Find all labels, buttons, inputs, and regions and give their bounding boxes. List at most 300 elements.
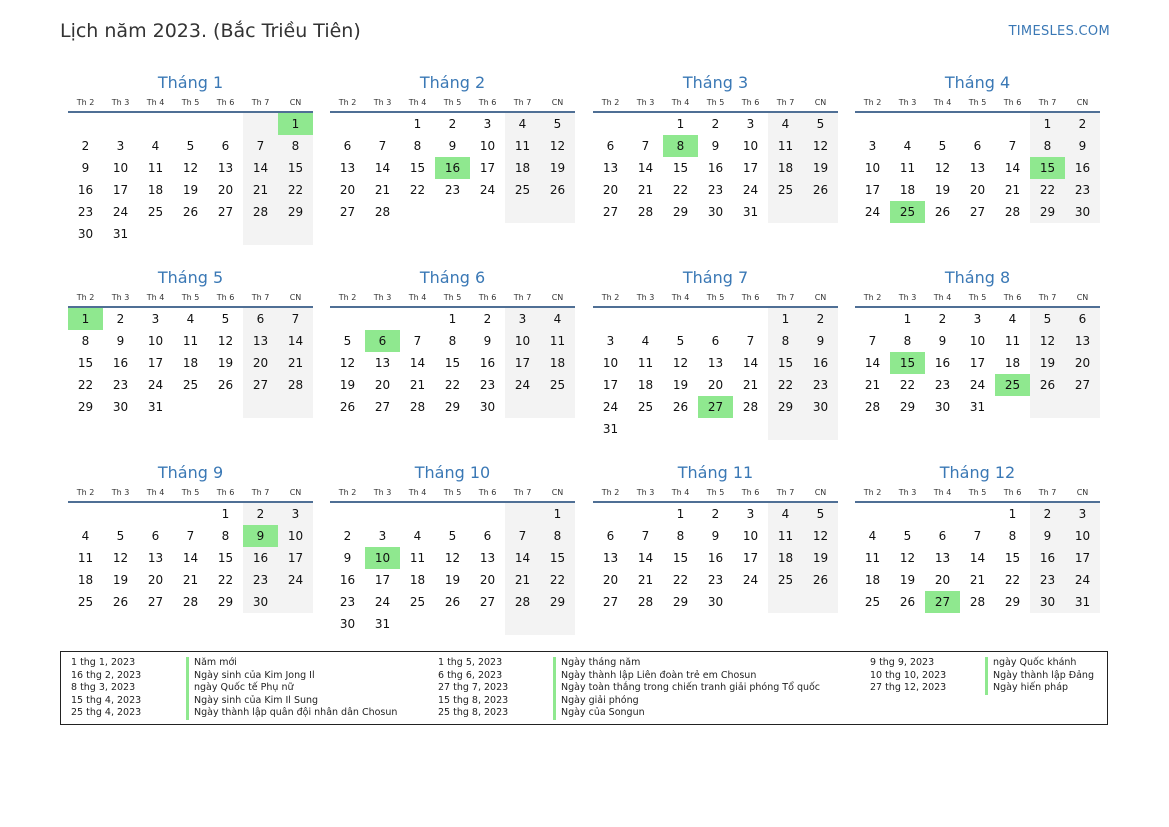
day-cell: 19 (803, 547, 838, 569)
weekday-label: Th 6 (741, 98, 760, 107)
day-cell: 16 (112, 356, 129, 370)
day-cell: 13 (934, 551, 951, 565)
day-cell: 25 (864, 595, 881, 609)
day-cell: 22 (444, 378, 461, 392)
month-title: Tháng 3 (682, 73, 749, 92)
day-cell: 16 (707, 551, 724, 565)
day-cell: 31 (1065, 591, 1100, 613)
day-cell: 6 (606, 529, 615, 543)
day-cell: 22 (1030, 179, 1065, 201)
holiday-day-cell: 25 (995, 374, 1030, 396)
holiday-name: Ngày của Songun (561, 707, 645, 718)
day-cell: 28 (409, 400, 426, 414)
day-cell: 18 (864, 573, 881, 587)
empty-cell (68, 113, 103, 135)
day-cell: 23 (934, 378, 951, 392)
weekday-label: Th 3 (898, 488, 917, 497)
day-cell: 13 (602, 551, 619, 565)
day-cell: 4 (81, 529, 90, 543)
weekday-label: Th 3 (636, 488, 655, 497)
day-cell: 23 (479, 378, 496, 392)
day-cell: 10 (1065, 525, 1100, 547)
day-cell: 30 (243, 591, 278, 613)
day-cell: 26 (899, 595, 916, 609)
day-cell: 26 (672, 400, 689, 414)
day-cell: 8 (81, 334, 90, 348)
empty-cell (663, 308, 698, 330)
day-cell: 17 (505, 352, 540, 374)
day-cell: 22 (899, 378, 916, 392)
day-cell: 1 (1030, 113, 1065, 135)
day-cell: 6 (606, 139, 615, 153)
empty-cell (628, 503, 663, 525)
day-cell: 7 (641, 529, 650, 543)
day-cell: 27 (147, 595, 164, 609)
weekday-label: CN (1076, 293, 1089, 302)
day-cell: 28 (742, 400, 759, 414)
day-cell: 19 (339, 378, 356, 392)
weekday-label: Th 4 (933, 98, 952, 107)
weekday-label: Th 2 (338, 293, 357, 302)
day-cell: 12 (339, 356, 356, 370)
day-cell: 12 (803, 135, 838, 157)
day-cell: 19 (182, 183, 199, 197)
legend-item (438, 670, 820, 683)
days-grid (68, 503, 313, 613)
empty-cell (470, 613, 505, 635)
weekday-label: Th 4 (146, 293, 165, 302)
day-cell: 14 (742, 356, 759, 370)
day-cell: 3 (278, 503, 313, 525)
empty-cell (855, 308, 890, 330)
day-cell: 21 (278, 352, 313, 374)
day-cell: 12 (899, 551, 916, 565)
day-cell: 7 (746, 334, 755, 348)
day-cell: 8 (768, 330, 803, 352)
holiday-date: 25 thg 8, 2023 (438, 707, 509, 718)
day-cell: 6 (243, 308, 278, 330)
holiday-name: Ngày thành lập Đảng (993, 669, 1094, 681)
weekday-label: Th 4 (933, 488, 952, 497)
day-cell: 1 (221, 507, 230, 521)
weekday-header (330, 96, 575, 113)
weekday-label: Th 7 (513, 488, 532, 497)
day-cell: 7 (505, 525, 540, 547)
day-cell: 30 (1030, 591, 1065, 613)
weekday-label: Th 3 (111, 98, 130, 107)
day-cell: 12 (182, 161, 199, 175)
day-cell: 31 (147, 400, 164, 414)
holiday-legend (60, 651, 1108, 725)
legend-item (870, 682, 1094, 695)
weekday-label: Th 4 (671, 488, 690, 497)
day-cell: 26 (803, 569, 838, 591)
day-cell: 12 (672, 356, 689, 370)
day-cell: 2 (343, 529, 352, 543)
weekday-label: Th 4 (146, 488, 165, 497)
weekday-label: Th 7 (251, 98, 270, 107)
empty-cell (593, 113, 628, 135)
day-cell: 28 (637, 205, 654, 219)
empty-cell (330, 503, 365, 525)
day-cell: 14 (278, 330, 313, 352)
weekday-label: Th 3 (111, 488, 130, 497)
weekday-label: Th 3 (636, 293, 655, 302)
day-cell: 5 (343, 334, 352, 348)
day-cell: 31 (969, 400, 986, 414)
day-cell: 5 (903, 529, 912, 543)
day-cell: 6 (221, 139, 230, 153)
day-cell: 11 (899, 161, 916, 175)
day-cell: 6 (938, 529, 947, 543)
day-cell: 28 (243, 201, 278, 223)
holiday-name: Năm mới (194, 657, 237, 668)
day-cell: 18 (409, 573, 426, 587)
day-cell: 30 (1065, 201, 1100, 223)
weekday-header (330, 291, 575, 308)
day-cell: 18 (899, 183, 916, 197)
day-cell: 10 (505, 330, 540, 352)
holiday-day-cell: 9 (243, 525, 278, 547)
empty-cell (330, 308, 365, 330)
day-cell: 19 (444, 573, 461, 587)
day-cell: 19 (934, 183, 951, 197)
day-cell: 25 (409, 595, 426, 609)
day-cell: 20 (707, 378, 724, 392)
holiday-day-cell: 16 (435, 157, 470, 179)
weekday-label: Th 5 (706, 98, 725, 107)
empty-cell (593, 503, 628, 525)
day-cell: 15 (768, 352, 803, 374)
day-cell: 17 (479, 161, 496, 175)
weekday-label: Th 7 (776, 98, 795, 107)
day-cell: 7 (868, 334, 877, 348)
day-cell: 8 (221, 529, 230, 543)
day-cell: 30 (707, 205, 724, 219)
weekday-header (593, 291, 838, 308)
day-cell: 2 (1030, 503, 1065, 525)
day-cell: 5 (221, 312, 230, 326)
day-cell: 24 (1065, 569, 1100, 591)
day-cell: 9 (343, 551, 352, 565)
day-cell: 24 (742, 573, 759, 587)
day-cell: 9 (483, 334, 492, 348)
day-cell: 29 (1004, 595, 1021, 609)
day-cell: 2 (938, 312, 947, 326)
empty-cell (278, 396, 313, 418)
empty-cell (173, 396, 208, 418)
empty-cell (243, 396, 278, 418)
day-cell: 10 (112, 161, 129, 175)
day-cell: 17 (1065, 547, 1100, 569)
day-cell: 25 (540, 374, 575, 396)
day-cell: 6 (483, 529, 492, 543)
day-cell: 31 (112, 227, 129, 241)
day-cell: 17 (864, 183, 881, 197)
legend-item (438, 657, 820, 670)
weekday-label: Th 5 (706, 293, 725, 302)
day-cell: 25 (768, 569, 803, 591)
day-cell: 11 (768, 525, 803, 547)
day-cell: 21 (505, 569, 540, 591)
day-cell: 29 (278, 201, 313, 223)
day-cell: 22 (217, 573, 234, 587)
day-cell: 24 (147, 378, 164, 392)
day-cell: 4 (1008, 312, 1017, 326)
holiday-name: Ngày thành lập Liên đoàn trẻ em Chosun (561, 669, 757, 681)
weekday-label: Th 7 (776, 488, 795, 497)
legend-item (71, 682, 397, 695)
day-cell: 14 (969, 551, 986, 565)
days-grid (68, 113, 313, 245)
day-cell: 26 (339, 400, 356, 414)
day-cell: 23 (1030, 569, 1065, 591)
day-cell: 1 (1008, 507, 1017, 521)
day-cell: 4 (413, 529, 422, 543)
day-cell: 7 (278, 308, 313, 330)
empty-cell (803, 418, 838, 440)
empty-cell (208, 113, 243, 135)
weekday-label: CN (551, 98, 564, 107)
empty-cell (698, 418, 733, 440)
day-cell: 1 (676, 507, 685, 521)
month-title: Tháng 2 (419, 73, 486, 92)
day-cell: 22 (540, 569, 575, 591)
day-cell: 16 (1030, 547, 1065, 569)
day-cell: 22 (278, 179, 313, 201)
days-grid (593, 113, 838, 223)
day-cell: 31 (374, 617, 391, 631)
day-cell: 21 (637, 573, 654, 587)
day-cell: 17 (147, 356, 164, 370)
holiday-day-cell: 25 (890, 201, 925, 223)
day-cell: 28 (182, 595, 199, 609)
day-cell: 9 (1030, 525, 1065, 547)
day-cell: 9 (711, 139, 720, 153)
day-cell: 11 (147, 161, 164, 175)
empty-cell (540, 613, 575, 635)
day-cell: 28 (505, 591, 540, 613)
holiday-date: 15 thg 4, 2023 (71, 694, 142, 706)
day-cell: 4 (868, 529, 877, 543)
weekday-label: Th 6 (1003, 293, 1022, 302)
holiday-day-cell: 15 (890, 352, 925, 374)
days-grid (330, 503, 575, 635)
holiday-name: Ngày sinh của Kim Jong Il (194, 669, 315, 681)
empty-cell (103, 113, 138, 135)
day-cell: 4 (540, 308, 575, 330)
day-cell: 30 (707, 595, 724, 609)
day-cell: 3 (1065, 503, 1100, 525)
day-cell: 29 (672, 595, 689, 609)
day-cell: 30 (934, 400, 951, 414)
weekday-label: CN (289, 98, 302, 107)
month-title: Tháng 9 (157, 463, 224, 482)
empty-cell (733, 308, 768, 330)
holiday-day-cell: 1 (278, 113, 313, 135)
weekday-label: Th 6 (1003, 488, 1022, 497)
day-cell: 12 (540, 135, 575, 157)
weekday-label: Th 3 (898, 293, 917, 302)
day-cell: 25 (505, 179, 540, 201)
weekday-label: CN (551, 488, 564, 497)
empty-cell (365, 308, 400, 330)
holiday-day-cell: 27 (698, 396, 733, 418)
weekday-label: Th 4 (671, 98, 690, 107)
day-cell: 24 (374, 595, 391, 609)
weekday-label: Th 2 (76, 488, 95, 497)
weekday-label: Th 6 (216, 293, 235, 302)
day-cell: 2 (81, 139, 90, 153)
empty-cell (855, 113, 890, 135)
weekday-label: CN (814, 488, 827, 497)
weekday-label: Th 7 (1038, 98, 1057, 107)
empty-cell (365, 503, 400, 525)
holiday-name: Ngày hiến pháp (993, 682, 1069, 693)
day-cell: 13 (147, 551, 164, 565)
weekday-label: Th 3 (373, 98, 392, 107)
weekday-label: Th 4 (408, 98, 427, 107)
day-cell: 4 (903, 139, 912, 153)
weekday-label: Th 6 (216, 488, 235, 497)
weekday-label: Th 6 (741, 488, 760, 497)
empty-cell (173, 503, 208, 525)
empty-cell (400, 503, 435, 525)
empty-cell (698, 308, 733, 330)
day-cell: 30 (803, 396, 838, 418)
day-cell: 28 (969, 595, 986, 609)
empty-cell (733, 418, 768, 440)
day-cell: 23 (339, 595, 356, 609)
weekday-label: Th 4 (408, 488, 427, 497)
day-cell: 26 (112, 595, 129, 609)
empty-cell (663, 418, 698, 440)
day-cell: 18 (1004, 356, 1021, 370)
day-cell: 13 (339, 161, 356, 175)
site-link[interactable]: TIMESLES.COM (1008, 24, 1110, 39)
day-cell: 24 (602, 400, 619, 414)
day-cell: 5 (676, 334, 685, 348)
day-cell: 5 (1030, 308, 1065, 330)
weekday-label: Th 5 (181, 98, 200, 107)
day-cell: 3 (746, 507, 755, 521)
day-cell: 16 (707, 161, 724, 175)
day-cell: 17 (969, 356, 986, 370)
empty-cell (470, 201, 505, 223)
holiday-name: ngày Quốc khánh (993, 657, 1077, 668)
day-cell: 23 (112, 378, 129, 392)
day-cell: 4 (505, 113, 540, 135)
holiday-name: Ngày sinh của Kim Il Sung (194, 694, 319, 706)
days-grid (330, 113, 575, 223)
weekday-label: Th 5 (443, 98, 462, 107)
holiday-date: 1 thg 5, 2023 (438, 657, 503, 668)
day-cell: 31 (602, 422, 619, 436)
day-cell: 31 (742, 205, 759, 219)
empty-cell (628, 418, 663, 440)
day-cell: 14 (374, 161, 391, 175)
holiday-marker (553, 670, 556, 683)
empty-cell (505, 503, 540, 525)
day-cell: 14 (505, 547, 540, 569)
day-cell: 30 (77, 227, 94, 241)
weekday-label: Th 5 (181, 293, 200, 302)
day-cell: 13 (969, 161, 986, 175)
day-cell: 28 (637, 595, 654, 609)
day-cell: 6 (1065, 308, 1100, 330)
legend-item (438, 695, 820, 708)
day-cell: 20 (147, 573, 164, 587)
month-title: Tháng 6 (419, 268, 486, 287)
day-cell: 5 (116, 529, 125, 543)
day-cell: 10 (602, 356, 619, 370)
legend-item (71, 707, 397, 720)
day-cell: 27 (479, 595, 496, 609)
day-cell: 8 (278, 135, 313, 157)
weekday-label: CN (1076, 98, 1089, 107)
day-cell: 30 (112, 400, 129, 414)
weekday-label: CN (814, 98, 827, 107)
weekday-label: Th 5 (181, 488, 200, 497)
day-cell: 24 (505, 374, 540, 396)
day-cell: 22 (1004, 573, 1021, 587)
day-cell: 18 (768, 547, 803, 569)
day-cell: 26 (803, 179, 838, 201)
legend-item (870, 657, 1094, 670)
day-cell: 7 (641, 139, 650, 153)
empty-cell (208, 396, 243, 418)
day-cell: 12 (803, 525, 838, 547)
empty-cell (173, 113, 208, 135)
day-cell: 9 (803, 330, 838, 352)
weekday-label: Th 6 (478, 293, 497, 302)
day-cell: 11 (77, 551, 94, 565)
month-title: Tháng 12 (939, 463, 1016, 482)
day-cell: 18 (182, 356, 199, 370)
day-cell: 9 (1065, 135, 1100, 157)
weekday-header (855, 486, 1100, 503)
empty-cell (768, 418, 803, 440)
day-cell: 19 (672, 378, 689, 392)
day-cell: 15 (672, 161, 689, 175)
weekday-label: Th 4 (408, 293, 427, 302)
day-cell: 21 (243, 179, 278, 201)
day-cell: 3 (151, 312, 160, 326)
day-cell: 1 (448, 312, 457, 326)
day-cell: 18 (637, 378, 654, 392)
day-cell: 7 (413, 334, 422, 348)
day-cell: 18 (540, 352, 575, 374)
day-cell: 2 (243, 503, 278, 525)
day-cell: 17 (602, 378, 619, 392)
day-cell: 13 (374, 356, 391, 370)
empty-cell (243, 113, 278, 135)
day-cell: 1 (540, 503, 575, 525)
day-cell: 11 (182, 334, 199, 348)
days-grid (330, 308, 575, 418)
holiday-date: 16 thg 2, 2023 (71, 669, 142, 681)
days-grid (593, 308, 838, 440)
day-cell: 4 (186, 312, 195, 326)
day-cell: 3 (378, 529, 387, 543)
day-cell: 23 (803, 374, 838, 396)
day-cell: 27 (969, 205, 986, 219)
weekday-header (855, 291, 1100, 308)
day-cell: 3 (505, 308, 540, 330)
empty-cell (435, 613, 470, 635)
day-cell: 13 (243, 330, 278, 352)
weekday-label: Th 3 (636, 98, 655, 107)
